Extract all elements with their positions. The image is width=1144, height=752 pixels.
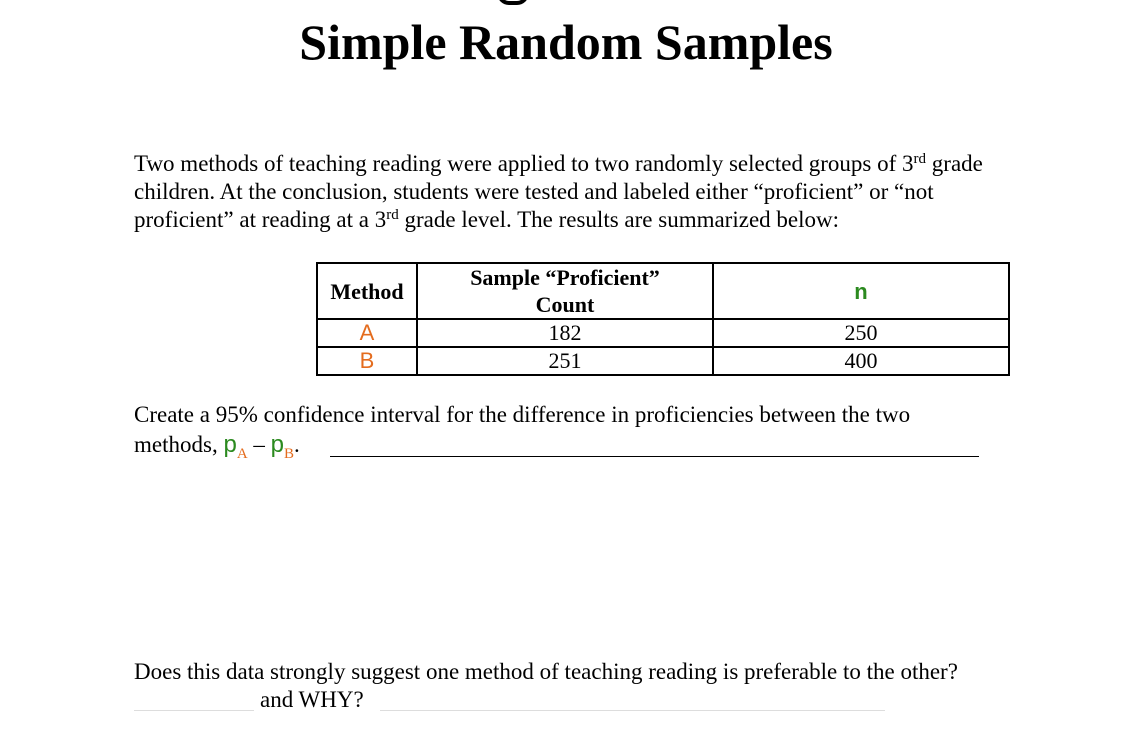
n-cell: 400: [713, 347, 1009, 375]
header-method: Method: [317, 263, 417, 319]
answer-line-faint-left: [134, 710, 254, 711]
subscript-b: B: [284, 446, 295, 462]
p-b-symbol: p: [270, 431, 285, 458]
page-title: Simple Random Samples: [299, 14, 833, 70]
method-cell: B: [317, 347, 417, 375]
header-proficient-count: [417, 263, 713, 319]
table-row: [317, 319, 1009, 347]
n-cell: 250: [713, 319, 1009, 347]
question-preference: Does this data strongly suggest one method of teaching reading is preferable to the other?: [134, 659, 958, 684]
count-cell: 182: [417, 319, 713, 347]
header-n: n: [713, 263, 1009, 319]
table-header-row: [317, 263, 1009, 319]
answer-line-faint-right: [380, 710, 885, 711]
subscript-a: A: [236, 446, 248, 462]
title-cropped-edge: [0, 0, 1144, 5]
title-descender-fragment: [497, 0, 529, 5]
p-a-symbol: p: [223, 431, 237, 458]
count-cell: 251: [417, 347, 713, 375]
answer-line: [330, 456, 979, 457]
table-row: [317, 347, 1009, 375]
intro-paragraph: [134, 150, 1014, 234]
minus-sign: –: [247, 432, 271, 457]
intro-text-3: grade level. The results are summarized below:: [398, 207, 839, 232]
question-confidence-interval: [134, 400, 1014, 460]
intro-text-1: Two methods of teaching reading were applied to two randomly selected groups of 3: [134, 151, 914, 176]
question-why: and WHY?: [260, 687, 364, 712]
ordinal-suffix-2: rd: [386, 207, 399, 223]
method-cell: A: [317, 319, 417, 347]
intro-text-2: grade children. At the conclusion, students were tested and labeled either “proficient” or “not proficient” at reading at a 3: [134, 151, 983, 232]
question1-line1: Create a 95% confidence interval for the difference in proficiencies between the two: [134, 402, 911, 427]
question1-lead: methods,: [134, 432, 224, 457]
ordinal-suffix-1: rd: [913, 151, 927, 167]
results-table: [316, 262, 1010, 376]
period: .: [294, 432, 300, 457]
header-count-line2: Count: [535, 292, 595, 317]
header-count-line1: Sample “Proficient”: [470, 265, 660, 290]
